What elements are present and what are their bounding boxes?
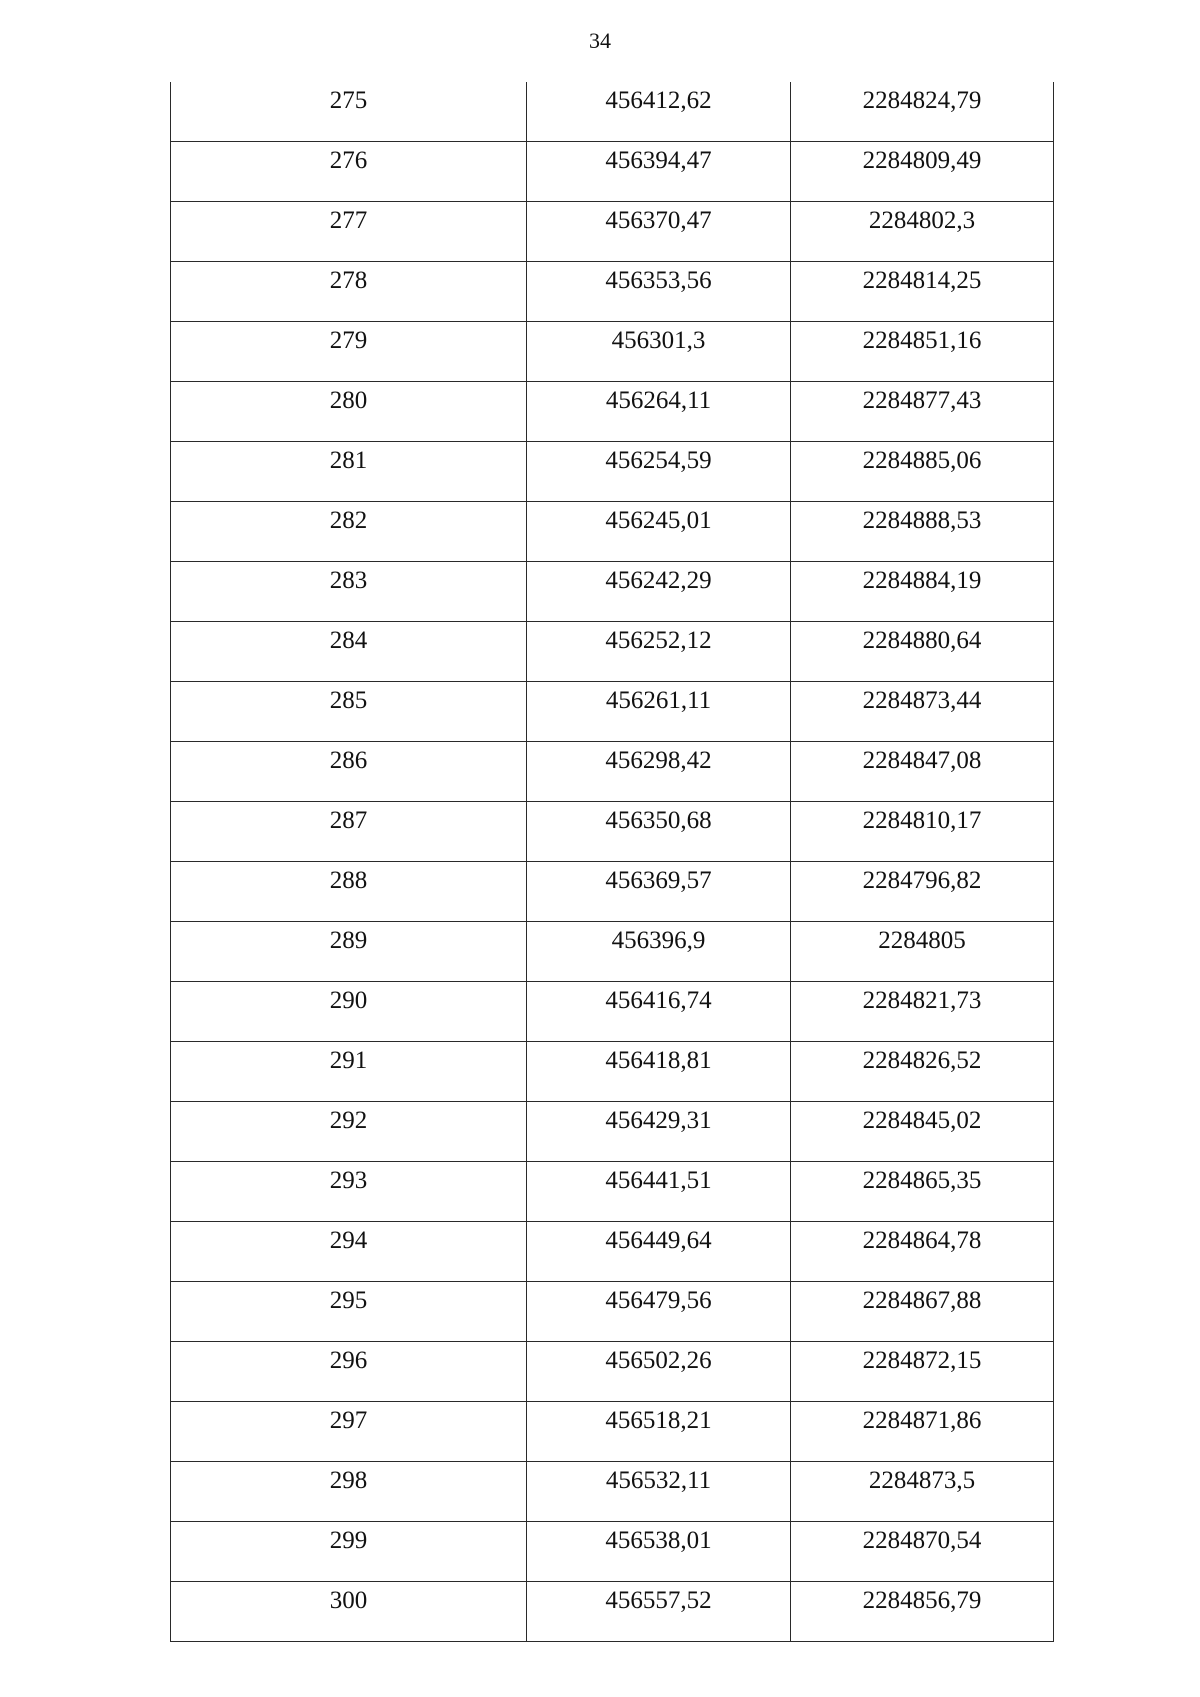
point-number-cell: 300 xyxy=(171,1582,527,1642)
table-row xyxy=(171,142,1054,202)
y-coordinate-cell: 2284847,08 xyxy=(791,742,1054,802)
x-coordinate-cell: 456370,47 xyxy=(527,202,791,262)
x-coordinate-cell: 456353,56 xyxy=(527,262,791,322)
point-number-cell: 290 xyxy=(171,982,527,1042)
point-number-cell: 286 xyxy=(171,742,527,802)
point-number-cell: 298 xyxy=(171,1462,527,1522)
y-coordinate-cell: 2284888,53 xyxy=(791,502,1054,562)
table-row xyxy=(171,922,1054,982)
point-number-cell: 288 xyxy=(171,862,527,922)
x-coordinate-cell: 456252,12 xyxy=(527,622,791,682)
x-coordinate-cell: 456441,51 xyxy=(527,1162,791,1222)
y-coordinate-cell: 2284826,52 xyxy=(791,1042,1054,1102)
y-coordinate-cell: 2284873,44 xyxy=(791,682,1054,742)
table-row xyxy=(171,1522,1054,1582)
y-coordinate-cell: 2284805 xyxy=(791,922,1054,982)
y-coordinate-cell: 2284802,3 xyxy=(791,202,1054,262)
point-number-cell: 296 xyxy=(171,1342,527,1402)
x-coordinate-cell: 456449,64 xyxy=(527,1222,791,1282)
table-row xyxy=(171,382,1054,442)
y-coordinate-cell: 2284814,25 xyxy=(791,262,1054,322)
y-coordinate-cell: 2284810,17 xyxy=(791,802,1054,862)
x-coordinate-cell: 456502,26 xyxy=(527,1342,791,1402)
point-number-cell: 295 xyxy=(171,1282,527,1342)
table-row xyxy=(171,1162,1054,1222)
point-number-cell: 299 xyxy=(171,1522,527,1582)
point-number-cell: 275 xyxy=(171,82,527,142)
y-coordinate-cell: 2284851,16 xyxy=(791,322,1054,382)
x-coordinate-cell: 456396,9 xyxy=(527,922,791,982)
y-coordinate-cell: 2284873,5 xyxy=(791,1462,1054,1522)
y-coordinate-cell: 2284809,49 xyxy=(791,142,1054,202)
table-row xyxy=(171,1462,1054,1522)
table-row xyxy=(171,82,1054,142)
point-number-cell: 277 xyxy=(171,202,527,262)
y-coordinate-cell: 2284856,79 xyxy=(791,1582,1054,1642)
x-coordinate-cell: 456518,21 xyxy=(527,1402,791,1462)
table-row xyxy=(171,1282,1054,1342)
y-coordinate-cell: 2284884,19 xyxy=(791,562,1054,622)
x-coordinate-cell: 456418,81 xyxy=(527,1042,791,1102)
point-number-cell: 280 xyxy=(171,382,527,442)
x-coordinate-cell: 456412,62 xyxy=(527,82,791,142)
y-coordinate-cell: 2284845,02 xyxy=(791,1102,1054,1162)
x-coordinate-cell: 456557,52 xyxy=(527,1582,791,1642)
table-row xyxy=(171,1402,1054,1462)
table-row xyxy=(171,802,1054,862)
point-number-cell: 279 xyxy=(171,322,527,382)
point-number-cell: 287 xyxy=(171,802,527,862)
table-row xyxy=(171,862,1054,922)
point-number-cell: 282 xyxy=(171,502,527,562)
x-coordinate-cell: 456245,01 xyxy=(527,502,791,562)
table-row xyxy=(171,502,1054,562)
y-coordinate-cell: 2284821,73 xyxy=(791,982,1054,1042)
x-coordinate-cell: 456479,56 xyxy=(527,1282,791,1342)
table-row xyxy=(171,742,1054,802)
x-coordinate-cell: 456538,01 xyxy=(527,1522,791,1582)
x-coordinate-cell: 456242,29 xyxy=(527,562,791,622)
point-number-cell: 289 xyxy=(171,922,527,982)
x-coordinate-cell: 456532,11 xyxy=(527,1462,791,1522)
point-number-cell: 297 xyxy=(171,1402,527,1462)
table-row xyxy=(171,442,1054,502)
table-row xyxy=(171,1222,1054,1282)
point-number-cell: 294 xyxy=(171,1222,527,1282)
table-row xyxy=(171,682,1054,742)
point-number-cell: 292 xyxy=(171,1102,527,1162)
point-number-cell: 281 xyxy=(171,442,527,502)
coordinates-table xyxy=(170,82,1054,1642)
table-row xyxy=(171,982,1054,1042)
table-row xyxy=(171,1342,1054,1402)
table-row xyxy=(171,1042,1054,1102)
y-coordinate-cell: 2284877,43 xyxy=(791,382,1054,442)
table-row xyxy=(171,202,1054,262)
y-coordinate-cell: 2284872,15 xyxy=(791,1342,1054,1402)
x-coordinate-cell: 456394,47 xyxy=(527,142,791,202)
point-number-cell: 285 xyxy=(171,682,527,742)
y-coordinate-cell: 2284867,88 xyxy=(791,1282,1054,1342)
y-coordinate-cell: 2284864,78 xyxy=(791,1222,1054,1282)
table-row xyxy=(171,262,1054,322)
table-row xyxy=(171,1582,1054,1642)
y-coordinate-cell: 2284885,06 xyxy=(791,442,1054,502)
table-row xyxy=(171,322,1054,382)
x-coordinate-cell: 456301,3 xyxy=(527,322,791,382)
point-number-cell: 276 xyxy=(171,142,527,202)
y-coordinate-cell: 2284824,79 xyxy=(791,82,1054,142)
y-coordinate-cell: 2284870,54 xyxy=(791,1522,1054,1582)
x-coordinate-cell: 456264,11 xyxy=(527,382,791,442)
y-coordinate-cell: 2284796,82 xyxy=(791,862,1054,922)
point-number-cell: 291 xyxy=(171,1042,527,1102)
x-coordinate-cell: 456298,42 xyxy=(527,742,791,802)
point-number-cell: 278 xyxy=(171,262,527,322)
point-number-cell: 283 xyxy=(171,562,527,622)
y-coordinate-cell: 2284871,86 xyxy=(791,1402,1054,1462)
x-coordinate-cell: 456416,74 xyxy=(527,982,791,1042)
point-number-cell: 284 xyxy=(171,622,527,682)
y-coordinate-cell: 2284865,35 xyxy=(791,1162,1054,1222)
point-number-cell: 293 xyxy=(171,1162,527,1222)
x-coordinate-cell: 456261,11 xyxy=(527,682,791,742)
x-coordinate-cell: 456350,68 xyxy=(527,802,791,862)
y-coordinate-cell: 2284880,64 xyxy=(791,622,1054,682)
x-coordinate-cell: 456254,59 xyxy=(527,442,791,502)
table-row xyxy=(171,1102,1054,1162)
x-coordinate-cell: 456429,31 xyxy=(527,1102,791,1162)
page-number: 34 xyxy=(589,28,611,53)
table-row xyxy=(171,622,1054,682)
table-row xyxy=(171,562,1054,622)
coordinates-table-body xyxy=(171,82,1054,1642)
x-coordinate-cell: 456369,57 xyxy=(527,862,791,922)
